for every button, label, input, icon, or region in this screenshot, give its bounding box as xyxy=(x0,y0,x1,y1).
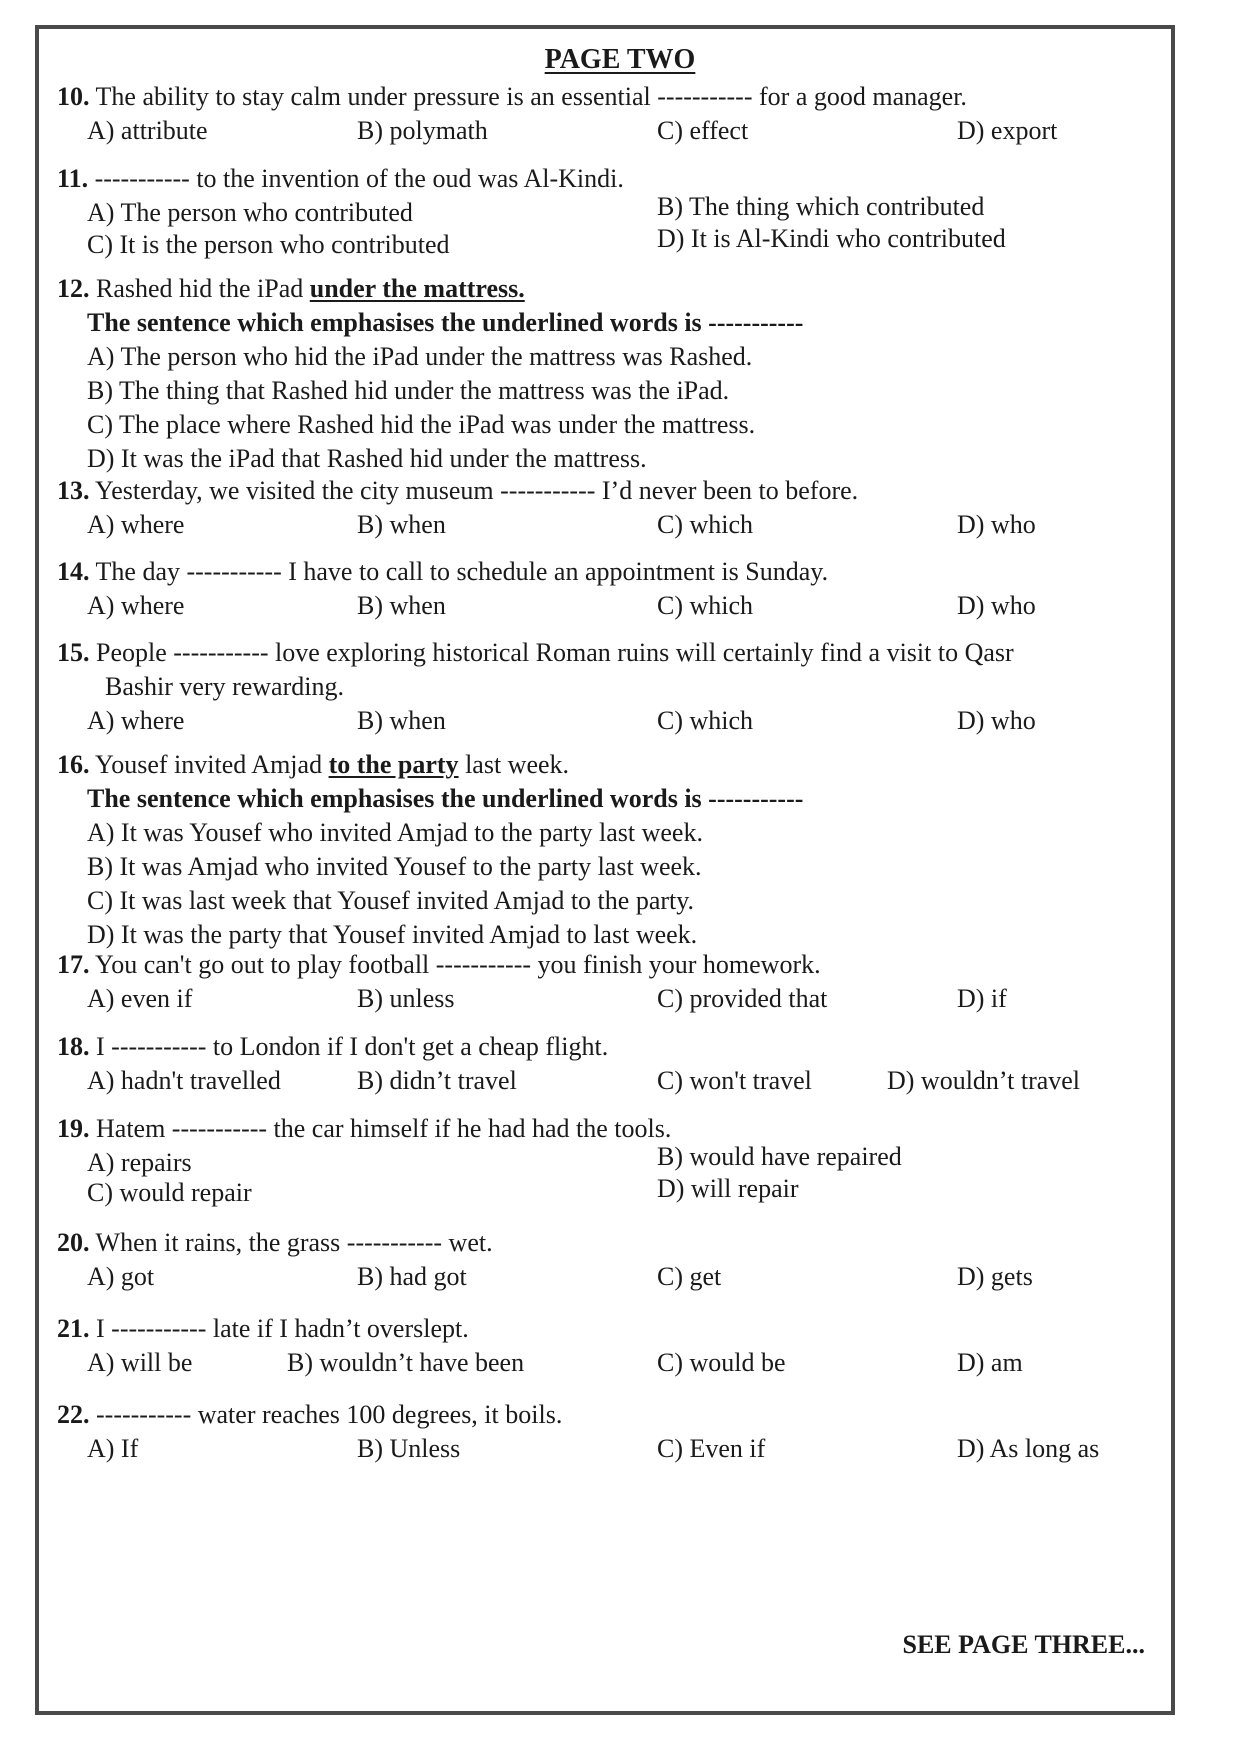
question-number: 11. xyxy=(57,164,89,193)
question-16 xyxy=(57,748,1180,952)
option-b: B) It was Amjad who invited Yousef to the party last week. xyxy=(87,852,702,881)
option-b: B) when xyxy=(357,510,446,539)
question-17 xyxy=(57,948,1180,1016)
question-14 xyxy=(57,555,1180,623)
option-b: B) unless xyxy=(357,984,455,1013)
question-text: People ----------- love exploring historical Roman ruins will certainly find a visit to Qasr xyxy=(89,638,1014,667)
question-number: 18. xyxy=(57,1032,90,1061)
option-a: A) It was Yousef who invited Amjad to the party last week. xyxy=(87,818,703,847)
question-text: ----------- water reaches 100 degrees, it boils. xyxy=(89,1400,563,1429)
option-b: B) didn’t travel xyxy=(357,1066,517,1095)
option-a: A) The person who contributed xyxy=(87,198,413,227)
question-11 xyxy=(57,162,1180,264)
option-a: A) got xyxy=(87,1262,155,1291)
option-b: B) polymath xyxy=(357,116,488,145)
underlined-words: under the mattress. xyxy=(309,274,525,303)
question-text-end: last week. xyxy=(458,750,570,779)
question-21 xyxy=(57,1312,1180,1380)
question-number: 10. xyxy=(57,82,90,111)
option-d: D) It was the party that Yousef invited Amjad to last week. xyxy=(87,920,698,949)
option-a: A) where xyxy=(87,510,185,539)
question-text: You can't go out to play football ----------- you finish your homework. xyxy=(89,950,821,979)
option-c: C) would repair xyxy=(87,1178,252,1207)
option-c: C) which xyxy=(657,591,754,620)
option-a: A) will be xyxy=(87,1348,193,1377)
underlined-words: to the party xyxy=(328,750,459,779)
question-number: 22. xyxy=(57,1400,90,1429)
option-c: C) The place where Rashed hid the iPad was under the mattress. xyxy=(87,410,756,439)
option-d: D) As long as xyxy=(957,1434,1100,1463)
option-a: A) repairs xyxy=(87,1148,192,1177)
option-d: D) It was the iPad that Rashed hid under the mattress. xyxy=(87,444,647,473)
option-c: C) which xyxy=(657,510,754,539)
question-text: Rashed hid the iPad xyxy=(89,274,310,303)
option-b: B) wouldn’t have been xyxy=(287,1348,525,1377)
question-number: 16. xyxy=(57,750,90,779)
question-text: I ----------- late if I hadn’t overslept. xyxy=(89,1314,469,1343)
option-c: C) Even if xyxy=(657,1434,766,1463)
option-c: C) which xyxy=(657,706,754,735)
question-instruction: The sentence which emphasises the underlined words is ----------- xyxy=(87,308,804,337)
option-b: B) had got xyxy=(357,1262,467,1291)
option-c: C) get xyxy=(657,1262,722,1291)
option-d: D) It is Al-Kindi who contributed xyxy=(657,224,1006,253)
option-c: C) would be xyxy=(657,1348,786,1377)
option-a: A) hadn't travelled xyxy=(87,1066,281,1095)
option-b: B) would have repaired xyxy=(657,1142,902,1171)
see-next-page-note: SEE PAGE THREE... xyxy=(902,1630,1145,1659)
question-number: 20. xyxy=(57,1228,90,1257)
question-12 xyxy=(57,272,1180,476)
question-text: When it rains, the grass ----------- wet. xyxy=(89,1228,493,1257)
question-text: Hatem ----------- the car himself if he had had the tools. xyxy=(89,1114,672,1143)
question-number: 19. xyxy=(57,1114,90,1143)
question-number: 14. xyxy=(57,557,90,586)
question-20 xyxy=(57,1226,1180,1294)
option-d: D) if xyxy=(957,984,1007,1013)
option-a: A) If xyxy=(87,1434,139,1463)
option-a: A) attribute xyxy=(87,116,208,145)
option-d: D) who xyxy=(957,706,1036,735)
option-d: D) export xyxy=(957,116,1058,145)
question-19 xyxy=(57,1112,1180,1214)
option-a: A) where xyxy=(87,591,185,620)
option-c: C) It was last week that Yousef invited Amjad to the party. xyxy=(87,886,695,915)
option-b: B) when xyxy=(357,706,446,735)
question-number: 15. xyxy=(57,638,90,667)
question-number: 21. xyxy=(57,1314,90,1343)
option-a: A) even if xyxy=(87,984,193,1013)
question-text: Yousef invited Amjad xyxy=(89,750,329,779)
option-b: B) when xyxy=(357,591,446,620)
option-c: C) won't travel xyxy=(657,1066,812,1095)
question-text: The day ----------- I have to call to schedule an appointment is Sunday. xyxy=(89,557,829,586)
question-instruction: The sentence which emphasises the underlined words is ----------- xyxy=(87,784,804,813)
page-title: PAGE TWO xyxy=(544,44,696,75)
option-c: C) provided that xyxy=(657,984,828,1013)
question-text-continued: Bashir very rewarding. xyxy=(105,672,344,701)
question-number: 17. xyxy=(57,950,90,979)
option-b: B) The thing which contributed xyxy=(657,192,985,221)
option-b: B) Unless xyxy=(357,1434,461,1463)
option-d: D) am xyxy=(957,1348,1023,1377)
question-text: The ability to stay calm under pressure is an essential ----------- for a good manager. xyxy=(89,82,967,111)
question-10 xyxy=(57,80,1180,148)
question-22 xyxy=(57,1398,1180,1466)
question-text: ----------- to the invention of the oud was Al-Kindi. xyxy=(88,164,624,193)
option-d: D) wouldn’t travel xyxy=(887,1066,1081,1095)
option-d: D) who xyxy=(957,591,1036,620)
option-c: C) effect xyxy=(657,116,749,145)
question-text: I ----------- to London if I don't get a cheap flight. xyxy=(89,1032,609,1061)
question-13 xyxy=(57,474,1180,542)
option-a: A) The person who hid the iPad under the mattress was Rashed. xyxy=(87,342,753,371)
question-number: 12. xyxy=(57,274,90,303)
question-number: 13. xyxy=(57,476,90,505)
option-a: A) where xyxy=(87,706,185,735)
question-text: Yesterday, we visited the city museum ----------- I’d never been to before. xyxy=(89,476,859,505)
option-d: D) gets xyxy=(957,1262,1033,1291)
option-d: D) who xyxy=(957,510,1036,539)
option-d: D) will repair xyxy=(657,1174,799,1203)
question-15 xyxy=(57,636,1180,738)
question-18 xyxy=(57,1030,1180,1098)
option-b: B) The thing that Rashed hid under the mattress was the iPad. xyxy=(87,376,730,405)
option-c: C) It is the person who contributed xyxy=(87,230,450,259)
